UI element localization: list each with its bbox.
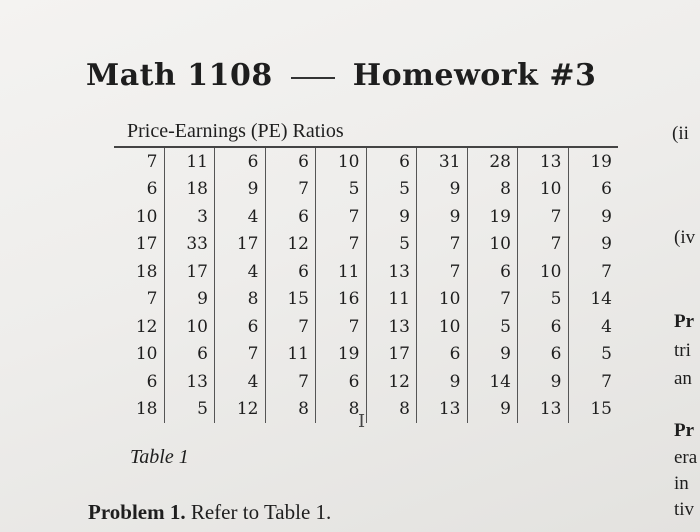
table-cell: 10 xyxy=(518,258,569,286)
table-cell: 10 xyxy=(316,147,367,176)
table-cell: 6 xyxy=(467,258,518,286)
table-row xyxy=(114,313,618,341)
table-cell: 17 xyxy=(215,231,266,259)
table-cell: 7 xyxy=(215,341,266,369)
table-cell: 6 xyxy=(215,313,266,341)
table-cell: 7 xyxy=(417,258,468,286)
margin-fragment: era xyxy=(674,447,698,468)
table-cell: 7 xyxy=(316,313,367,341)
table-cell: 16 xyxy=(316,286,367,314)
table-cell: 13 xyxy=(417,396,468,424)
table-cell: 14 xyxy=(568,286,618,314)
table-cell: 5 xyxy=(316,176,367,204)
table-cell: 6 xyxy=(568,176,618,204)
problem-statement xyxy=(88,500,331,525)
text-cursor-icon: I xyxy=(358,411,366,432)
table-row xyxy=(114,231,618,259)
table-cell: 7 xyxy=(265,368,316,396)
table-cell: 4 xyxy=(215,258,266,286)
table-caption: Table 1 xyxy=(130,446,189,468)
table-cell: 19 xyxy=(467,203,518,231)
table-row xyxy=(114,368,618,396)
table-cell: 9 xyxy=(467,396,518,424)
table-cell: 6 xyxy=(265,203,316,231)
table-cell: 17 xyxy=(164,258,215,286)
title-homework: Homework #3 xyxy=(352,58,597,93)
table-cell: 18 xyxy=(135,399,158,420)
table-cell: 7 xyxy=(518,203,569,231)
page-title xyxy=(86,58,596,93)
table-cell: 6 xyxy=(215,147,266,176)
table-cell: 13 xyxy=(366,313,417,341)
table-cell: 10 xyxy=(135,344,158,365)
table-cell: 11 xyxy=(366,286,417,314)
table-cell: 6 xyxy=(417,341,468,369)
table-cell: 7 xyxy=(467,286,518,314)
table-cell: 5 xyxy=(568,341,618,369)
table-cell: 7 xyxy=(146,289,158,310)
table-row xyxy=(114,341,618,369)
table-cell: 19 xyxy=(568,147,618,176)
table-cell: 9 xyxy=(215,176,266,204)
table-cell: 17 xyxy=(366,341,417,369)
table-cell: 7 xyxy=(146,151,158,172)
table-cell: 6 xyxy=(146,371,158,392)
table-cell: 9 xyxy=(467,341,518,369)
table-row xyxy=(114,176,618,204)
table-heading: Price-Earnings (PE) Ratios xyxy=(127,120,344,142)
table-cell: 6 xyxy=(518,341,569,369)
table-cell: 13 xyxy=(366,258,417,286)
table-cell: 9 xyxy=(417,203,468,231)
table-cell: 7 xyxy=(568,368,618,396)
table-cell: 10 xyxy=(417,286,468,314)
table-cell: 8 xyxy=(215,286,266,314)
table-cell: 9 xyxy=(417,176,468,204)
margin-fragment: tiv xyxy=(674,499,695,520)
margin-fragment: (ii xyxy=(672,123,689,144)
table-cell: 12 xyxy=(135,316,158,337)
table-cell: 8 xyxy=(265,396,316,424)
table-cell: 6 xyxy=(366,147,417,176)
table-cell: 33 xyxy=(164,231,215,259)
title-course: Math 1108 xyxy=(86,58,273,93)
table-cell: 13 xyxy=(518,147,569,176)
margin-fragment: Pr xyxy=(674,311,695,332)
problem-text: Refer to Table 1. xyxy=(190,500,332,524)
title-dash xyxy=(291,77,335,79)
margin-fragment: Pr xyxy=(674,420,695,441)
table-cell: 9 xyxy=(417,368,468,396)
table-cell: 6 xyxy=(265,258,316,286)
table-cell: 12 xyxy=(366,368,417,396)
table-cell: 6 xyxy=(164,341,215,369)
table-cell: 10 xyxy=(135,206,158,227)
table-cell: 19 xyxy=(316,341,367,369)
table-row xyxy=(114,258,618,286)
margin-fragment: (iv xyxy=(674,227,696,248)
table-cell: 12 xyxy=(215,396,266,424)
table-cell: 8 xyxy=(467,176,518,204)
table-row xyxy=(114,286,618,314)
table-cell: 5 xyxy=(467,313,518,341)
table-cell: 28 xyxy=(467,147,518,176)
table-cell: 9 xyxy=(366,203,417,231)
pe-ratio-table xyxy=(114,146,618,423)
margin-fragment: an xyxy=(674,368,692,389)
table-cell: 5 xyxy=(164,396,215,424)
table-cell: 9 xyxy=(568,231,618,259)
table-cell: 3 xyxy=(164,203,215,231)
table-cell: 9 xyxy=(164,286,215,314)
table-cell: 7 xyxy=(265,313,316,341)
table-cell: 5 xyxy=(366,176,417,204)
table-cell: 17 xyxy=(135,234,158,255)
table-cell: 4 xyxy=(215,203,266,231)
table-cell: 4 xyxy=(215,368,266,396)
table-row xyxy=(114,203,618,231)
table-cell: 7 xyxy=(568,258,618,286)
table-cell: 13 xyxy=(518,396,569,424)
table-cell: 9 xyxy=(568,203,618,231)
table-cell: 10 xyxy=(518,176,569,204)
table-cell: 18 xyxy=(135,261,158,282)
table-cell: 13 xyxy=(164,368,215,396)
table-cell: 11 xyxy=(265,341,316,369)
table-cell: 5 xyxy=(518,286,569,314)
table-cell: 11 xyxy=(164,147,215,176)
table-cell: 6 xyxy=(265,147,316,176)
table-cell: 5 xyxy=(366,231,417,259)
table-cell: 6 xyxy=(316,368,367,396)
table-cell: 4 xyxy=(568,313,618,341)
table-cell: 10 xyxy=(467,231,518,259)
table-cell: 8 xyxy=(366,396,417,424)
table-cell: 15 xyxy=(568,396,618,424)
table-cell: 7 xyxy=(316,231,367,259)
table-cell: 7 xyxy=(265,176,316,204)
table-row xyxy=(114,396,618,424)
table-row xyxy=(114,147,618,176)
table-cell: 11 xyxy=(316,258,367,286)
table-cell: 12 xyxy=(265,231,316,259)
problem-label: Problem 1. xyxy=(88,500,186,524)
table-cell: 6 xyxy=(518,313,569,341)
table-cell: 9 xyxy=(518,368,569,396)
table-cell: 10 xyxy=(417,313,468,341)
table-cell: 8 xyxy=(316,396,367,424)
table-cell: 7 xyxy=(316,203,367,231)
margin-fragment: in xyxy=(674,473,689,494)
table-cell: 6 xyxy=(146,179,158,200)
table-cell: 7 xyxy=(518,231,569,259)
table-cell: 7 xyxy=(417,231,468,259)
table-cell: 10 xyxy=(164,313,215,341)
table-cell: 31 xyxy=(417,147,468,176)
table-cell: 18 xyxy=(164,176,215,204)
table-cell: 15 xyxy=(265,286,316,314)
margin-fragment: tri xyxy=(674,340,691,361)
table-cell: 14 xyxy=(467,368,518,396)
